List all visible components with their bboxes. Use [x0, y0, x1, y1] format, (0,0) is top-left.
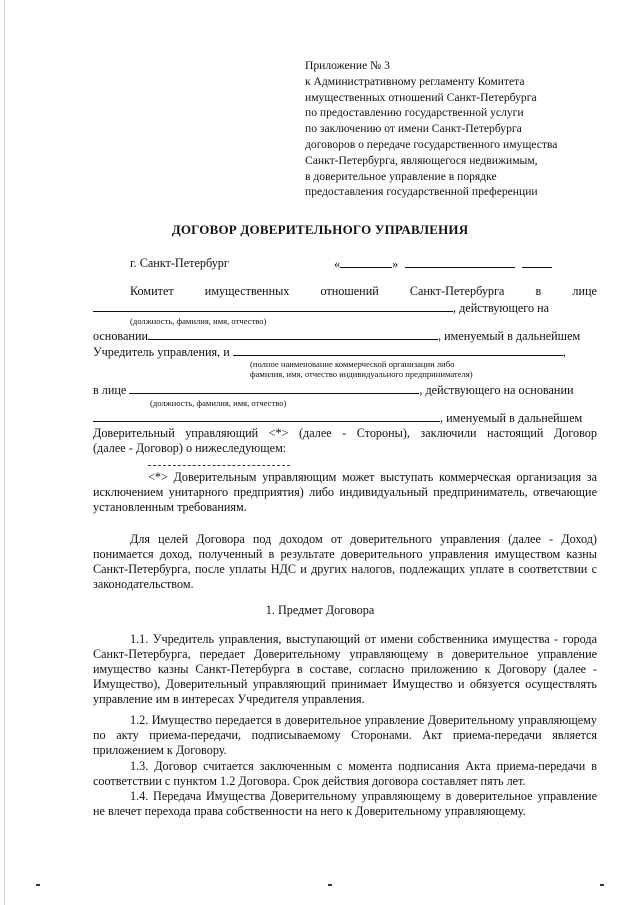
clause-1-3: 1.3. Договор считается заключенным с момента подписания Акта приема-передачи в соответствии с пунктом 1.2 Договора. Срок действия договора составляет пять лет. — [93, 759, 597, 788]
annex-line: по заключению от имени Санкт-Петербурга — [305, 122, 522, 136]
clause-1-1: 1.1. Учредитель управления, выступающий от имени собственника имущества - города Санкт-Петербурга, передает Доверительному управляющему в доверительное управление имущество казны Санкт-Петербурга в составе, согласно приложению к Договору (далее - Имущество), Доверительный управляющий принимает Имущество и обязуется осуществлять управление им в интересах Учредителя управления. — [93, 632, 597, 706]
committee-word: отношений — [320, 284, 379, 298]
parties-line: Доверительный управляющий <*> (далее - Стороны), заключили настоящий Договор — [93, 426, 597, 440]
date-year-blank[interactable] — [522, 256, 552, 268]
hereinafter-line — [93, 410, 597, 426]
hint-position-name: (должность, фамилия, имя, отчество) — [130, 316, 267, 326]
founder-label: Учредитель управления, и — [93, 345, 230, 359]
committee-word: Санкт-Петербурга — [409, 284, 505, 298]
basis-line — [93, 328, 597, 344]
hereinafter-text: , именуемый в дальнейшем — [438, 329, 581, 343]
basis-label: основании — [93, 329, 148, 343]
committee-word: лице — [572, 284, 597, 298]
founder-line — [93, 344, 597, 360]
trustee-basis-blank[interactable] — [93, 410, 440, 422]
acting-basis-text: , действующего на основании — [419, 383, 574, 397]
annex-line: в доверительное управление в порядке — [305, 169, 497, 183]
basis-blank[interactable] — [148, 328, 438, 340]
annex-line: предоставления государственной преференции — [305, 185, 538, 199]
hint-entrepreneur-name: фамилия, имя, отчество индивидуального предпринимателя) — [250, 369, 473, 379]
annex-line: к Административному регламенту Комитета — [305, 74, 525, 88]
hint-org-name: (полное наименование коммерческой организации либо — [250, 359, 455, 369]
scan-mark — [328, 884, 332, 886]
date-day-blank[interactable] — [340, 256, 392, 268]
date-month-blank[interactable] — [405, 256, 515, 268]
acting-on-text: , действующего на — [453, 301, 550, 315]
scan-edge — [4, 0, 5, 905]
scan-mark — [36, 884, 40, 886]
footnote-divider — [148, 465, 290, 466]
annex-line: имущественных отношений Санкт-Петербурга — [305, 90, 537, 104]
income-paragraph: Для целей Договора под доходом от доверительного управления (далее - Доход) понимается доход, полученный в результате доверительного управления имуществом казны Санкт-Петербурга, после уплаты НДС и других налогов, подлежащих уплате в соответствии с законодательством. — [93, 532, 597, 591]
footnote: <*> Доверительным управляющим может выступать коммерческая организация за исключением унитарного предприятия) либо индивидуальный предприниматель, отвечающие установленным требованиям. — [93, 470, 597, 514]
committee-representative-blank[interactable] — [93, 300, 453, 312]
clause-1-2: 1.2. Имущество передается в доверительное управление Доверительному управляющему по акту приема-передачи, подписываемому Сторонами. Акт приема-передачи является приложением к Договору. — [93, 713, 597, 757]
annex-line: по предоставлению государственной услуги — [305, 106, 524, 120]
annex-line: Приложение № 3 — [305, 59, 390, 72]
document-title: ДОГОВОР ДОВЕРИТЕЛЬНОГО УПРАВЛЕНИЯ — [171, 222, 469, 237]
city-date-line — [130, 256, 600, 271]
annex-line: договоров о передаче государственного имущества — [305, 137, 558, 151]
date-open-quote: « — [334, 257, 341, 271]
hereinafter-text-2: , именуемый в дальнейшем — [440, 411, 583, 425]
representative-line — [93, 300, 597, 316]
person-line — [93, 382, 597, 398]
parties-line-2: (далее - Договор) о нижеследующем: — [93, 441, 287, 455]
comma: , — [562, 345, 566, 359]
annex-header — [305, 58, 605, 200]
clause-1-4: 1.4. Передача Имущества Доверительному управляющему в доверительное управление не влечет перехода права собственности на него к Доверительному управляющему. — [93, 789, 597, 818]
committee-word: Комитет — [130, 284, 174, 298]
hint-position-name-2: (должность, фамилия, имя, отчество) — [150, 398, 287, 408]
committee-word: имущественных — [204, 284, 290, 298]
section-heading: 1. Предмет Договора — [265, 603, 375, 617]
city: г. Санкт-Петербург — [130, 256, 229, 270]
trustee-representative-blank[interactable] — [129, 382, 419, 394]
trustee-name-blank[interactable] — [233, 344, 563, 356]
annex-line: Санкт-Петербурга, являющегося недвижимым, — [305, 153, 538, 167]
committee-word: в — [535, 284, 542, 298]
person-label: в лице — [93, 383, 127, 397]
date-close-quote: » — [392, 257, 399, 271]
scan-mark — [600, 884, 604, 886]
committee-line — [130, 284, 597, 299]
